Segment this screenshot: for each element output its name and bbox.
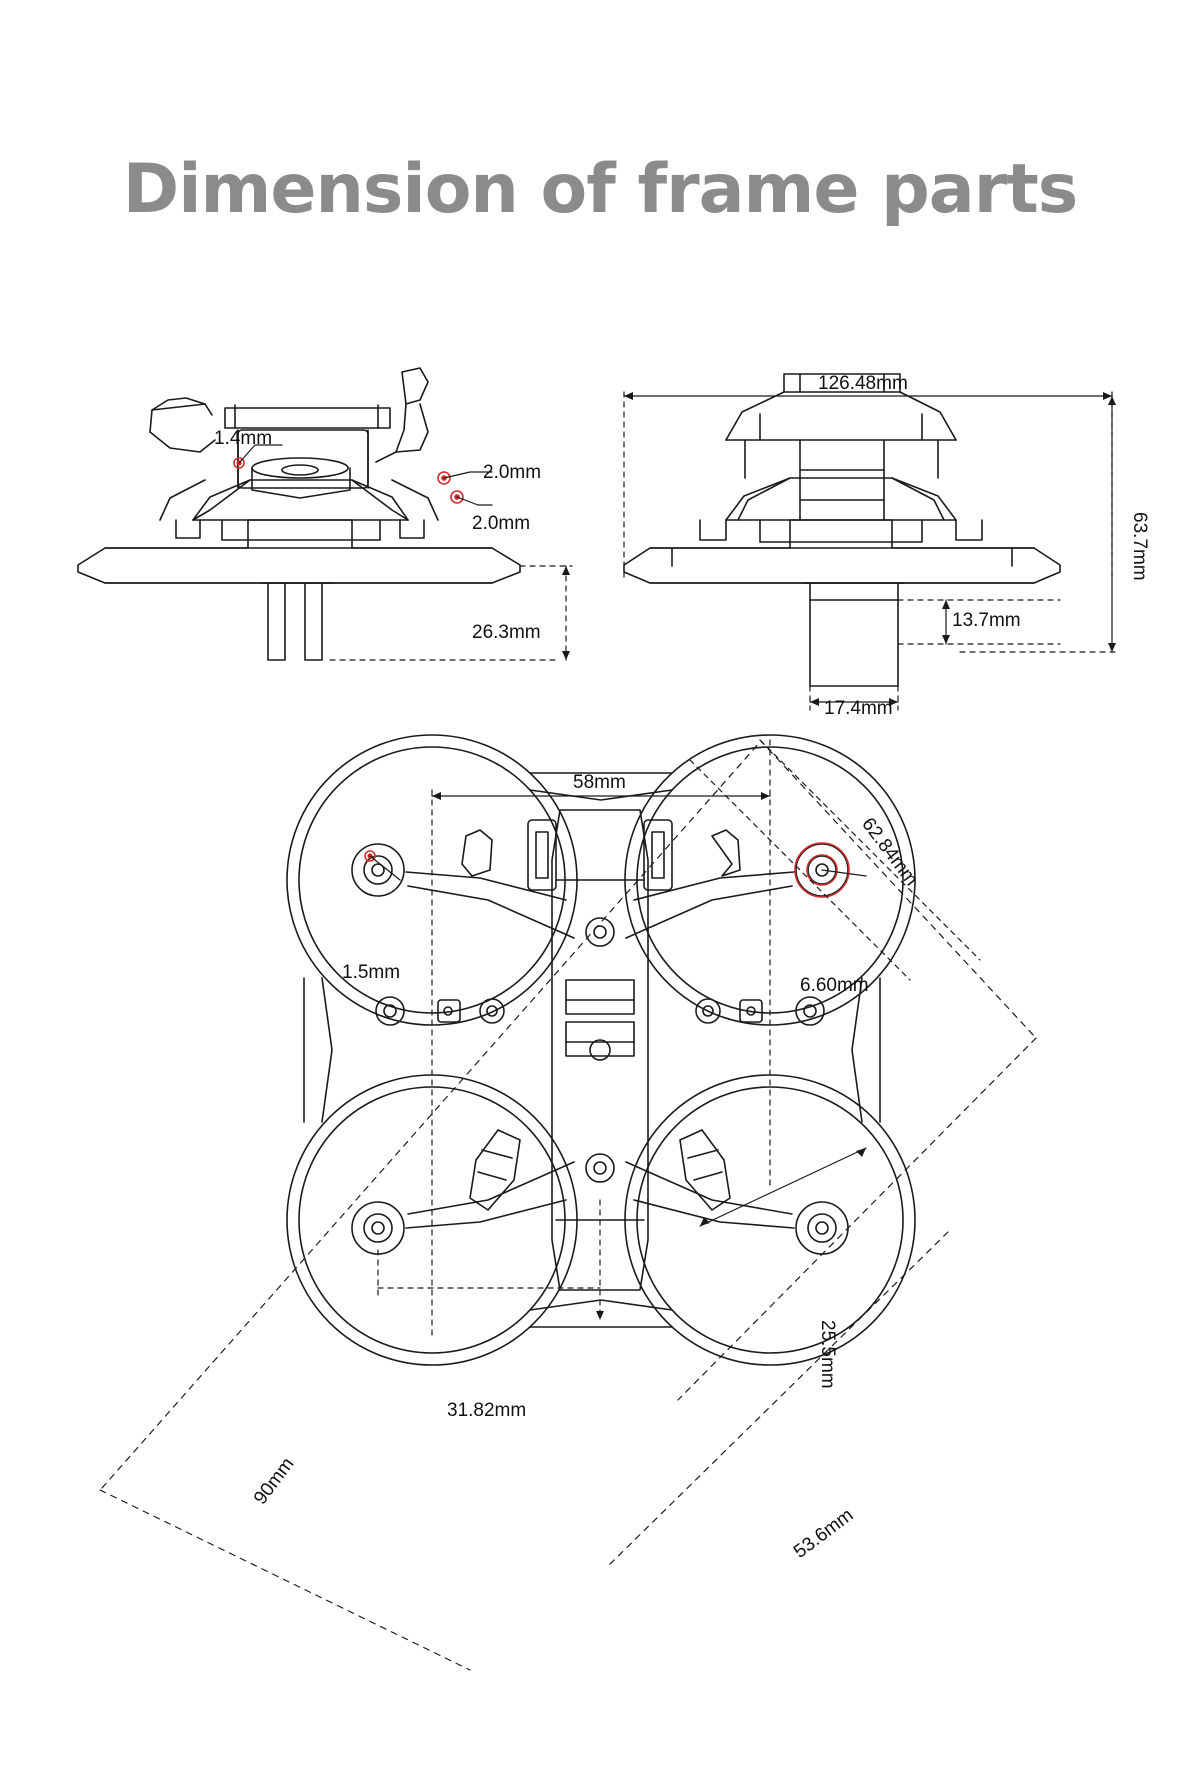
top-view-drawing <box>287 735 915 1365</box>
dim-rear-camera-width: 17.4mm <box>824 698 893 719</box>
dim-top-motor-mount: 6.60mm <box>800 975 869 996</box>
dim-side-screw-top: 1.4mm <box>214 428 273 449</box>
dim-rear-width-total: 126.48mm <box>818 373 908 394</box>
dim-top-diagonal-outer: 90mm <box>250 1453 299 1509</box>
page-title: Dimension of frame parts <box>122 150 1078 229</box>
dim-top-diagonal-inner: 62.84mm <box>857 814 922 890</box>
dim-rear-height-total: 63.7mm <box>1129 512 1150 581</box>
dim-side-height-total: 26.3mm <box>472 622 541 643</box>
dim-top-hole-small: 1.5mm <box>342 962 401 983</box>
dim-rear-camera-height: 13.7mm <box>952 610 1021 631</box>
top-view-dimension-lines <box>100 552 1040 1672</box>
dim-top-motor-spacing-front: 58mm <box>573 772 626 793</box>
side-view-drawing <box>78 368 520 660</box>
dim-top-diagonal-mid: 53.6mm <box>790 1504 858 1563</box>
dim-side-arm-upper: 2.0mm <box>483 462 542 483</box>
rear-view-drawing <box>624 374 1060 686</box>
dim-top-stack-spacing: 25.5mm <box>817 1320 838 1389</box>
dim-top-rear-width: 31.82mm <box>447 1400 527 1421</box>
dim-side-arm-lower: 2.0mm <box>472 513 531 534</box>
